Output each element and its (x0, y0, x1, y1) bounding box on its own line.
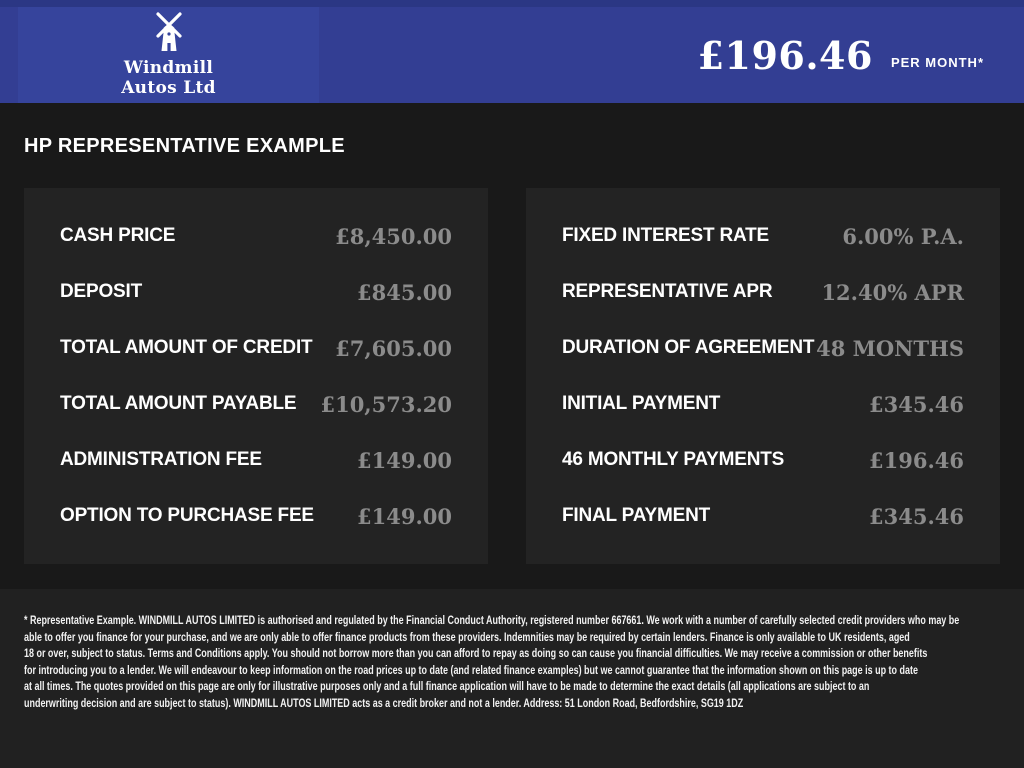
row-label: FINAL PAYMENT (562, 505, 711, 526)
finance-row (562, 320, 964, 376)
row-value: 12.40% APR (821, 279, 964, 305)
dealer-logo[interactable] (18, 7, 319, 103)
disclaimer-line: * Representative Example. WINDMILL AUTOS LIMITED is authorised and regulated by the Financial Conduct Authority, registered number 667661. We work with a number of carefully selected credit providers who may be (24, 615, 960, 627)
page-title: HP REPRESENTATIVE EXAMPLE (24, 135, 345, 157)
row-label: ADMINISTRATION FEE (60, 449, 262, 470)
row-label: DEPOSIT (60, 281, 143, 302)
row-label: CASH PRICE (60, 225, 176, 246)
row-value: £149.00 (357, 503, 452, 529)
row-value: £196.46 (869, 447, 964, 473)
finance-panel-left (24, 188, 488, 564)
finance-row (562, 376, 964, 432)
finance-row (60, 488, 452, 544)
row-value: £845.00 (357, 279, 452, 305)
finance-row (562, 432, 964, 488)
monthly-price-suffix: PER MONTH* (890, 54, 984, 70)
row-value: £345.46 (869, 503, 964, 529)
disclaimer-line: for introducing you to a lender. We will endeavour to keep information on the road prices up to date (and related finance examples) but we cannot guarantee that the information shown on this page is up to date (24, 664, 918, 677)
finance-row (562, 208, 964, 264)
disclaimer-line: 18 or over, subject to status. Terms and Conditions apply. You should not borrow more than you can afford to repay as doing so can cause you financial difficulties. We may receive a commission or other benefits (24, 648, 928, 660)
row-label: FIXED INTEREST RATE (562, 225, 769, 246)
legal-disclaimer (0, 589, 1024, 768)
row-label: 46 MONTHLY PAYMENTS (562, 449, 785, 470)
finance-row (562, 488, 964, 544)
finance-panels (24, 188, 1000, 564)
dealer-name-line2: Autos Ltd (121, 77, 216, 98)
row-value: £7,605.00 (335, 335, 452, 361)
finance-row (60, 264, 452, 320)
disclaimer-line: able to offer you finance for your purchase, and we are only able to offer finance products from these providers. Indemnities may be required by certain lenders. Finance is only available to UK residents, aged (24, 631, 910, 644)
row-value: 48 MONTHS (816, 335, 964, 361)
main-content (0, 103, 1024, 564)
disclaimer-line: underwriting decision and are subject to status). WINDMILL AUTOS LIMITED acts as a credit broker and not a lender. Address: 51 London Road, Bedfordshire, SG19 1DZ (24, 697, 744, 710)
dealer-name-line1: Windmill (123, 58, 214, 79)
row-value: £345.46 (869, 391, 964, 417)
windmill-icon (150, 12, 188, 57)
row-label: OPTION TO PURCHASE FEE (60, 505, 314, 526)
row-value: £10,573.20 (320, 391, 452, 417)
finance-row (60, 376, 452, 432)
row-label: REPRESENTATIVE APR (562, 281, 773, 302)
disclaimer-line: at all times. The quotes provided on this page are only for illustrative purposes only and a full finance application will have to be made to determine the exact details (all applications are subject to an (24, 681, 870, 693)
row-label: INITIAL PAYMENT (562, 393, 721, 414)
row-label: DURATION OF AGREEMENT (562, 337, 815, 358)
row-label: TOTAL AMOUNT PAYABLE (60, 393, 297, 414)
row-value: £8,450.00 (335, 223, 452, 249)
finance-panel-right (526, 188, 1000, 564)
finance-row (60, 208, 452, 264)
header (0, 0, 1024, 103)
monthly-price (698, 7, 984, 103)
row-value: £149.00 (357, 447, 452, 473)
finance-row (60, 432, 452, 488)
row-label: TOTAL AMOUNT OF CREDIT (60, 337, 313, 358)
row-value: 6.00% P.A. (842, 223, 964, 249)
monthly-price-amount: £196.46 (697, 32, 873, 78)
finance-row (60, 320, 452, 376)
finance-row (562, 264, 964, 320)
